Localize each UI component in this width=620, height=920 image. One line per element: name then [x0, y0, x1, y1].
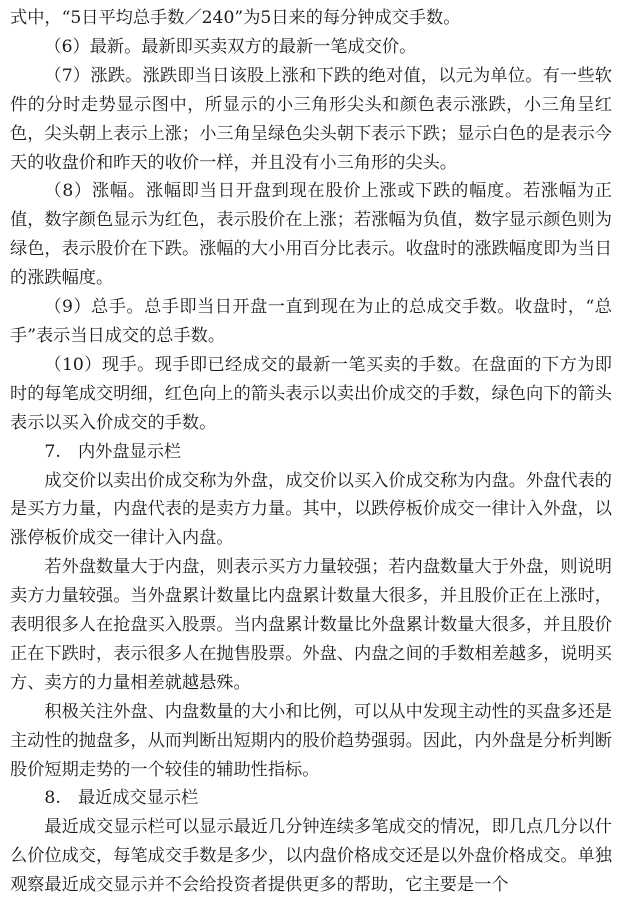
- paragraph-current-volume: （10）现手。现手即已经成交的最新一笔买卖的手数。在盘面的下方为即时的每笔成交明细，红色向上的箭头表示以卖出价成交的手数，绿色向下的箭头表示以买入价成交的手数。: [10, 354, 612, 433]
- paragraph-outer-inner-comparison: 若外盘数量大于内盘，则表示买方力量较强；若内盘数量大于外盘，则说明卖方力量较强。当外盘累计数量比内盘累计数量大很多，并且股价正在上涨时，表明很多人在抢盘买入股票。当内盘累计数量比外盘累计数量大很多，并且股价正在下跌时，表示很多人在抛售股票。外盘、内盘之间的手数相差越多，说明买方、卖方的力量相差就越悬殊。: [10, 557, 612, 693]
- paragraph-latest-price: （6）最新。最新即买卖双方的最新一笔成交价。: [44, 36, 417, 57]
- paragraph-recent-trades: 最近成交显示栏可以显示最近几分钟连续多笔成交的情况，即几点几分以什么价位成交，每笔成交手数是多少，以内盘价格成交还是以外盘价格成交。单独观察最近成交显示并不会给投资者提供更多的帮助，它主要是一个: [10, 817, 612, 896]
- paragraph-outer-inner-definition: 成交价以卖出价成交称为外盘，成交价以买入价成交称为内盘。外盘代表的是买方力量，内盘代表的是卖方力量。其中，以跌停板价成交一律计入外盘，以涨停板价成交一律计入内盘。: [10, 470, 612, 549]
- paragraph-total-volume: （9）总手。总手即当日开盘一直到现在为止的总成交手数。收盘时，“总手”表示当日成交的总手数。: [10, 297, 612, 346]
- section-heading-recent-trades: 8. 最近成交显示栏: [44, 788, 199, 809]
- paragraph-change: （7）涨跌。涨跌即当日该股上涨和下跌的绝对值，以元为单位。有一些软件的分时走势显示图中，所显示的小三角形尖头和颜色表示涨跌，小三角呈红色，尖头朝上表示上涨；小三角呈绿色尖头朝下表示下跌；显示白色的是表示今天的收盘价和昨天的收价一样，并且没有小三角形的尖头。: [10, 65, 612, 173]
- paragraph-formula-note: 式中，“5日平均总手数／240”为5日来的每分钟成交手数。: [10, 8, 461, 28]
- paragraph-outer-inner-usage: 积极关注外盘、内盘数量的大小和比例，可以从中发现主动性的买盘多还是主动性的抛盘多，从而判断出短期内的股价趋势强弱。因此，内外盘是分析判断股价短期走势的一个较佳的辅助性指标。: [10, 701, 612, 780]
- paragraph-change-percent: （8）涨幅。涨幅即当日开盘到现在股价上涨或下跌的幅度。若涨幅为正值，数字颜色显示为红色，表示股价在上涨；若涨幅为负值，数字显示颜色则为绿色，表示股价在下跌。涨幅的大小用百分比表示。收盘时的涨跌幅度即为当日的涨跌幅度。: [10, 181, 612, 289]
- section-heading-inner-outer: 7. 内外盘显示栏: [44, 441, 182, 462]
